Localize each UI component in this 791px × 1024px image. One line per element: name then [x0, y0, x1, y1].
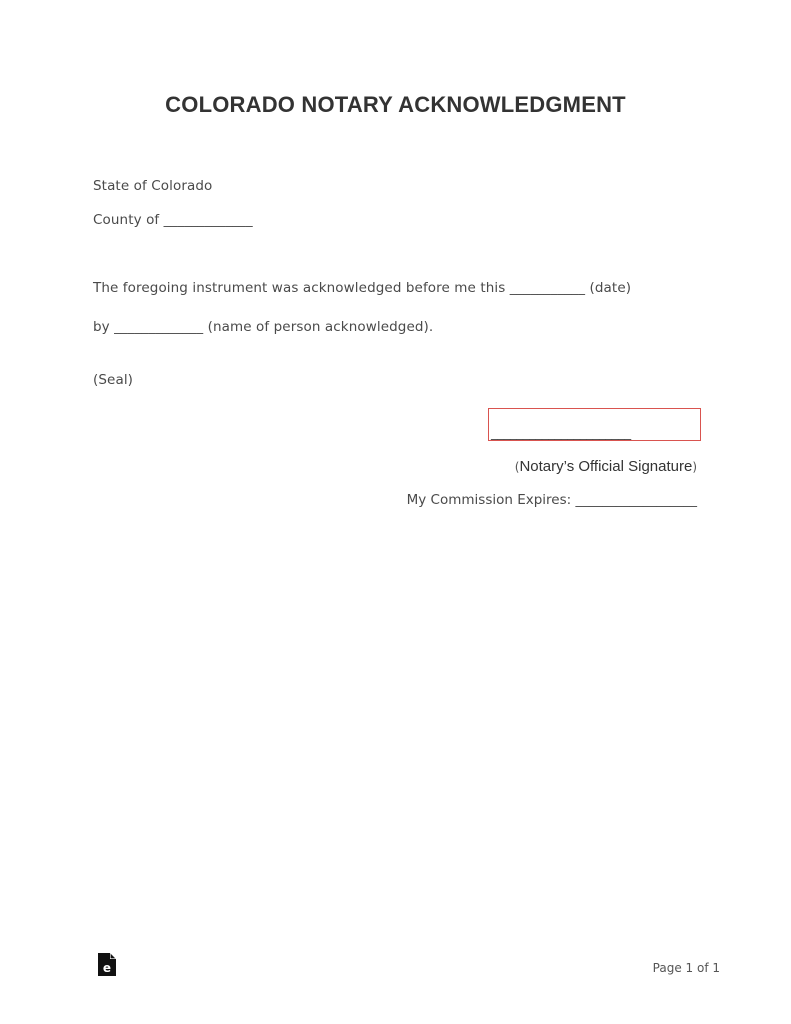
document-title: COLORADO NOTARY ACKNOWLEDGMENT — [165, 92, 626, 117]
county-line: County of _____________ — [93, 212, 253, 228]
seal-label: (Seal) — [93, 372, 134, 388]
caption-text: Notary’s Official Signature — [519, 458, 693, 475]
page-indicator: Page 1 of 1 — [652, 961, 720, 975]
svg-text:e: e — [102, 961, 112, 975]
caption-close-paren: ) — [692, 460, 697, 474]
signature-caption — [515, 458, 697, 475]
acknowledgment-date-line: The foregoing instrument was acknowledged before me this ___________ (date) — [93, 280, 632, 296]
eforms-document-icon — [98, 953, 116, 976]
acknowledged-person-line: by _____________ (name of person acknowledged). — [93, 319, 434, 335]
commission-expires-line: My Commission Expires: __________________ — [406, 492, 697, 508]
state-line: State of Colorado — [93, 178, 213, 194]
caption-open-paren: ( — [514, 460, 520, 474]
signature-blank-line: ______________________ — [491, 425, 631, 441]
